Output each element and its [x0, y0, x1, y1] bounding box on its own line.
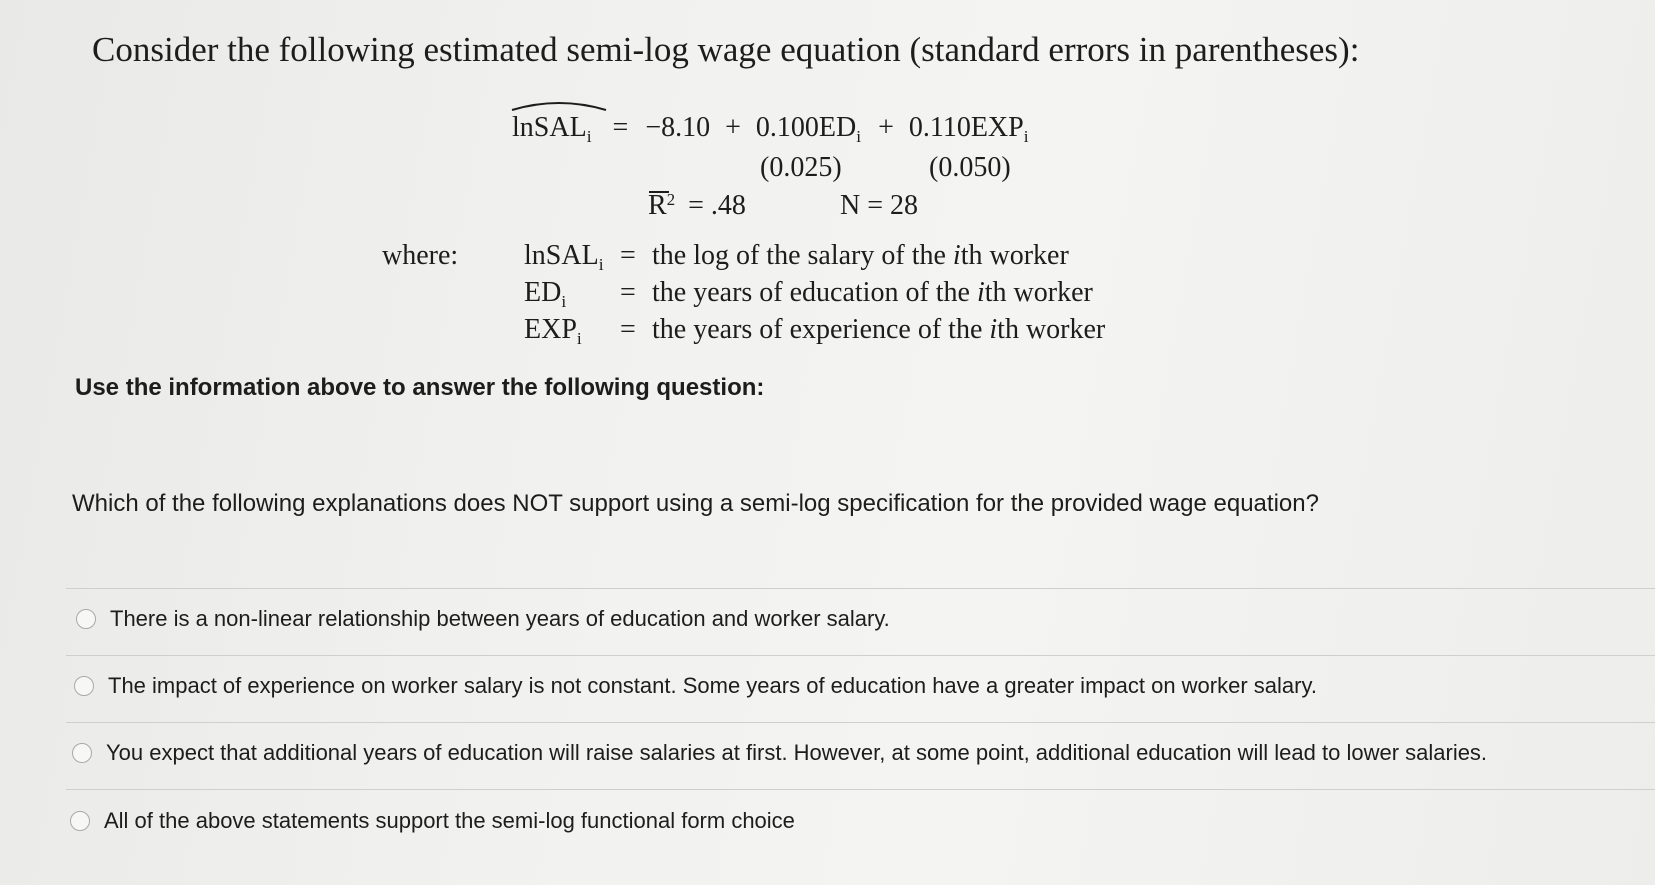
def-desc-ed: the years of education of the ith worker: [652, 277, 1093, 308]
question-text: Which of the following explanations does NOT support using a semi-log specification for the provided wage equation?: [72, 490, 1319, 517]
where-label: where:: [382, 240, 459, 271]
radio-button[interactable]: [70, 811, 90, 831]
option-label: The impact of experience on worker salary is not constant. Some years of education have a greater impact on worker salary.: [108, 673, 1317, 698]
def-eq-exp: =: [620, 314, 636, 345]
radio-button[interactable]: [74, 676, 94, 696]
question-intro: Consider the following estimated semi-log wage equation (standard errors in parentheses):: [92, 30, 1360, 69]
def-var-ed: $ED_i$: [524, 277, 567, 312]
option-label: There is a non-linear relationship between years of education and worker salary.: [110, 606, 890, 631]
regression-equation: lnSAL$_i$ = $-8.10 + 0.100ED_i + 0.110EXP_i$: [512, 112, 1029, 147]
radio-button[interactable]: [76, 609, 96, 629]
sample-size: N = 28: [840, 190, 919, 221]
answer-option-1[interactable]: [76, 606, 890, 632]
def-eq-ed: =: [620, 277, 636, 308]
divider: [66, 722, 1655, 723]
def-var-exp: $EXP_i$: [524, 314, 582, 349]
r-squared: $R^2 = .48$: [648, 190, 746, 222]
divider: [66, 588, 1655, 589]
answer-option-4[interactable]: [70, 808, 795, 834]
divider: [66, 789, 1655, 790]
def-var-lnsal: lnSAL$_i$: [524, 240, 604, 275]
instruction-text: Use the information above to answer the following question:: [75, 374, 765, 401]
option-label: You expect that additional years of education will raise salaries at first. However, at some point, additional education will lead to lower salaries.: [106, 740, 1488, 765]
option-label: All of the above statements support the semi-log functional form choice: [104, 808, 795, 833]
answer-option-2[interactable]: [74, 673, 1317, 699]
lnsal-hat: lnSAL$_i$: [512, 112, 592, 147]
radio-button[interactable]: [72, 743, 92, 763]
divider: [66, 655, 1655, 656]
se-exp: (0.050): [929, 152, 1011, 183]
def-desc-exp: the years of experience of the ith worker: [652, 314, 1106, 345]
def-desc-lnsal: the log of the salary of the ith worker: [652, 240, 1069, 271]
def-eq-lnsal: =: [620, 240, 636, 271]
se-ed: (0.025): [760, 152, 842, 183]
answer-option-3[interactable]: [72, 740, 1487, 766]
